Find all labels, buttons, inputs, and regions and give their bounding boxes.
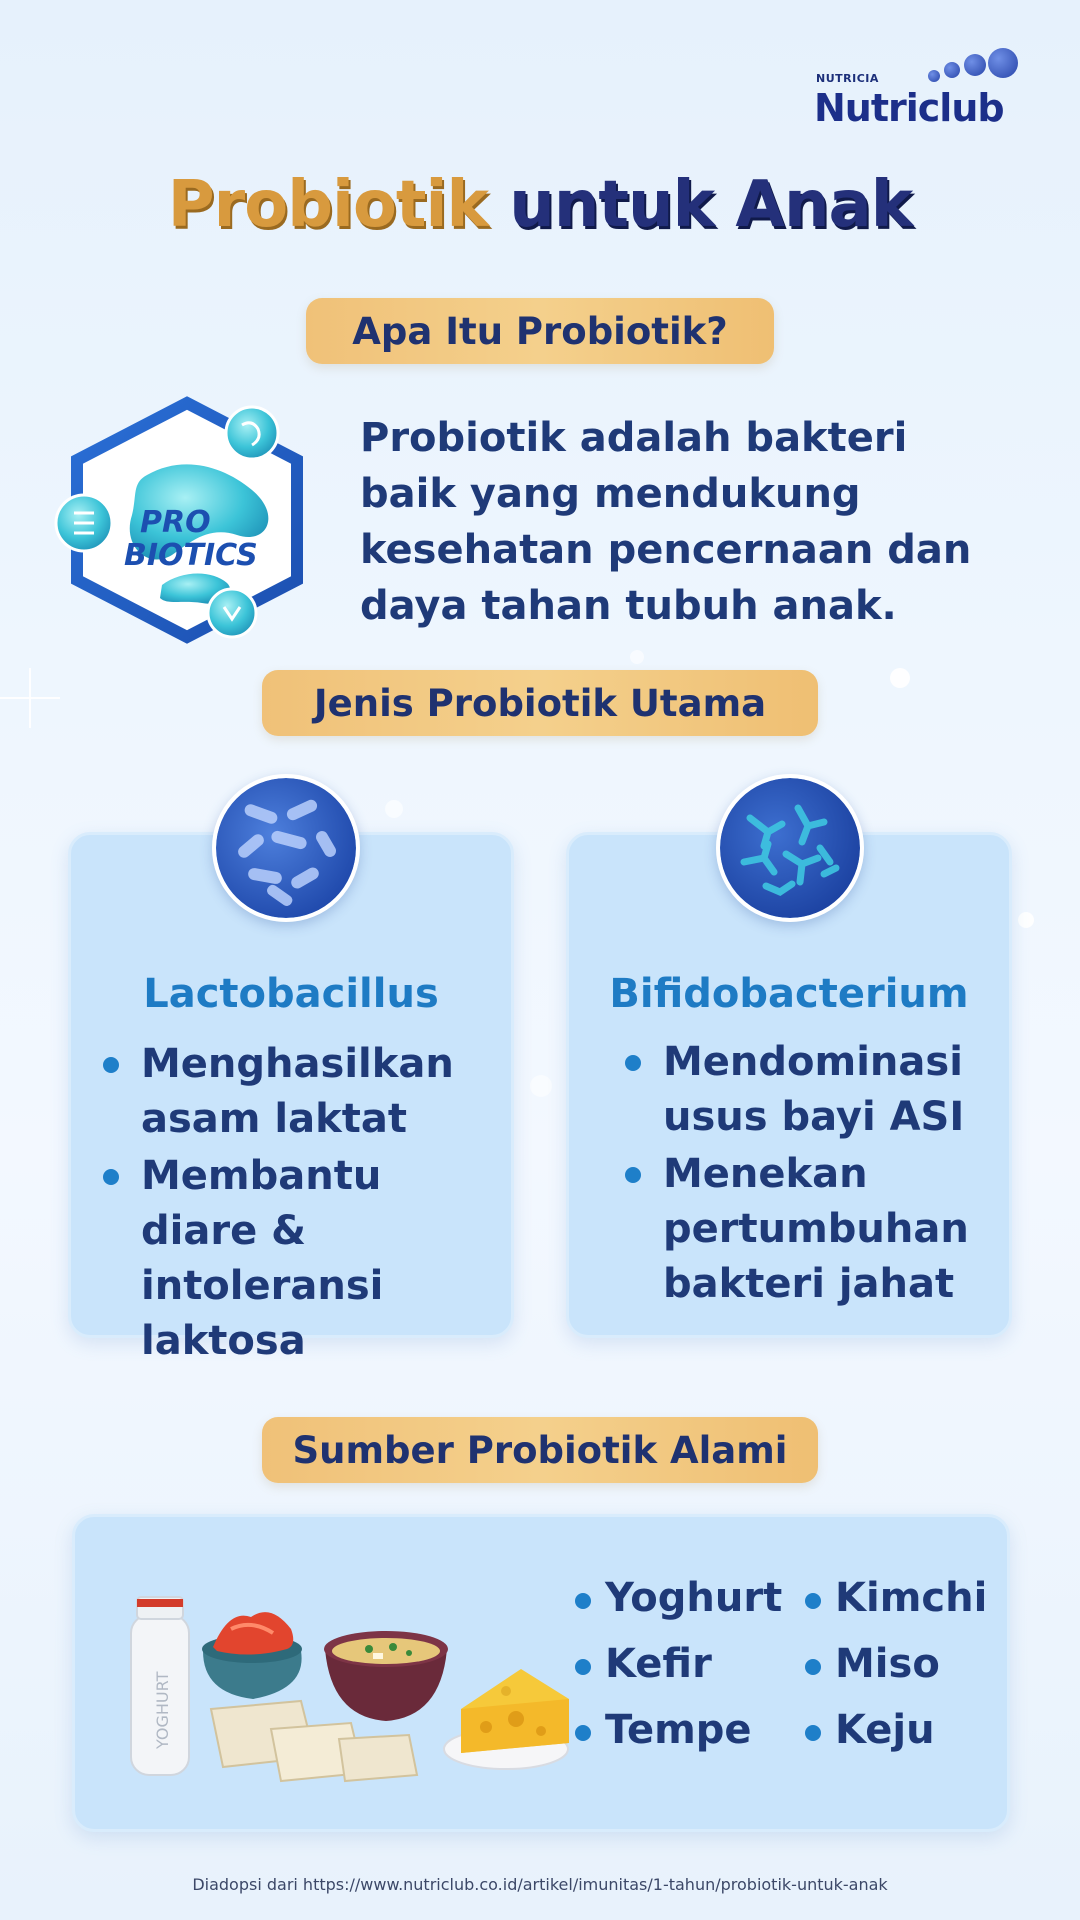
bifidobacterium-points [625,1035,1005,1314]
intro-description: Probiotik adalah bakteri baik yang mendukung kesehatan pencernaan dan daya tahan tubuh anak. [360,415,972,629]
section-heading-sources: Sumber Probiotik Alami [262,1417,818,1483]
source-footer: Diadopsi dari https://www.nutriclub.co.id/artikel/imunitas/1-tahun/probiotik-untuk-anak [192,1875,888,1894]
title-highlight: Probiotik [167,168,488,242]
sparkle-decoration [530,1075,552,1097]
list-item: Mendominasi usus bayi ASI [625,1035,1005,1145]
sources-list-col2 [805,1575,1005,1773]
nutriclub-logo [808,48,1018,128]
sources-card [72,1514,1010,1832]
logo-dot [944,62,960,78]
sparkle-decoration [385,800,403,818]
list-item: Yoghurt [575,1575,775,1641]
probiotics-badge-icon [52,395,322,645]
list-item: Kefir [575,1641,775,1707]
logo-dot [964,54,986,76]
miso-bowl-icon [324,1631,448,1721]
card-title-lactobacillus: Lactobacillus [143,971,439,1017]
list-item: Tempe [575,1707,775,1773]
list-item: Menekan pertumbuhan bakteri jahat [625,1147,1005,1312]
sources-list-col1 [575,1575,783,1773]
page-title [0,168,1080,242]
badge-text-pro: PRO [140,505,211,540]
list-item: Kimchi [805,1575,1005,1641]
sparkle-decoration [890,668,910,688]
sparkle-decoration [0,668,60,728]
branched-bacteria-icon [716,774,864,922]
title-rest: untuk Anak [509,168,913,242]
section-heading-types: Jenis Probiotik Utama [262,670,818,736]
logo-dot [988,48,1018,78]
lactobacillus-points [103,1037,503,1371]
logo-company: NUTRICIA [816,72,879,85]
logo-dot [928,70,940,82]
list-item: Keju [805,1707,1005,1773]
bottle-label: YOGHURT [153,1671,172,1749]
rod-bacteria-icon [212,774,360,922]
list-item: Miso [805,1641,1005,1707]
yoghurt-bottle-icon [131,1597,189,1775]
list-item: Membantu diare & intoleransi laktosa [103,1149,503,1369]
kimchi-bowl-icon [202,1612,302,1699]
list-item: Menghasilkan asam laktat [103,1037,503,1147]
sparkle-decoration [630,650,644,664]
card-title-bifidobacterium: Bifidobacterium [609,971,969,1017]
section-heading-what: Apa Itu Probiotik? [306,298,774,364]
badge-text-biotics: BIOTICS [124,538,258,573]
logo-name: Nutriclub [814,86,1004,130]
cheese-icon [444,1669,569,1769]
sparkle-decoration [1018,912,1034,928]
probiotic-foods-illustration [111,1589,591,1785]
